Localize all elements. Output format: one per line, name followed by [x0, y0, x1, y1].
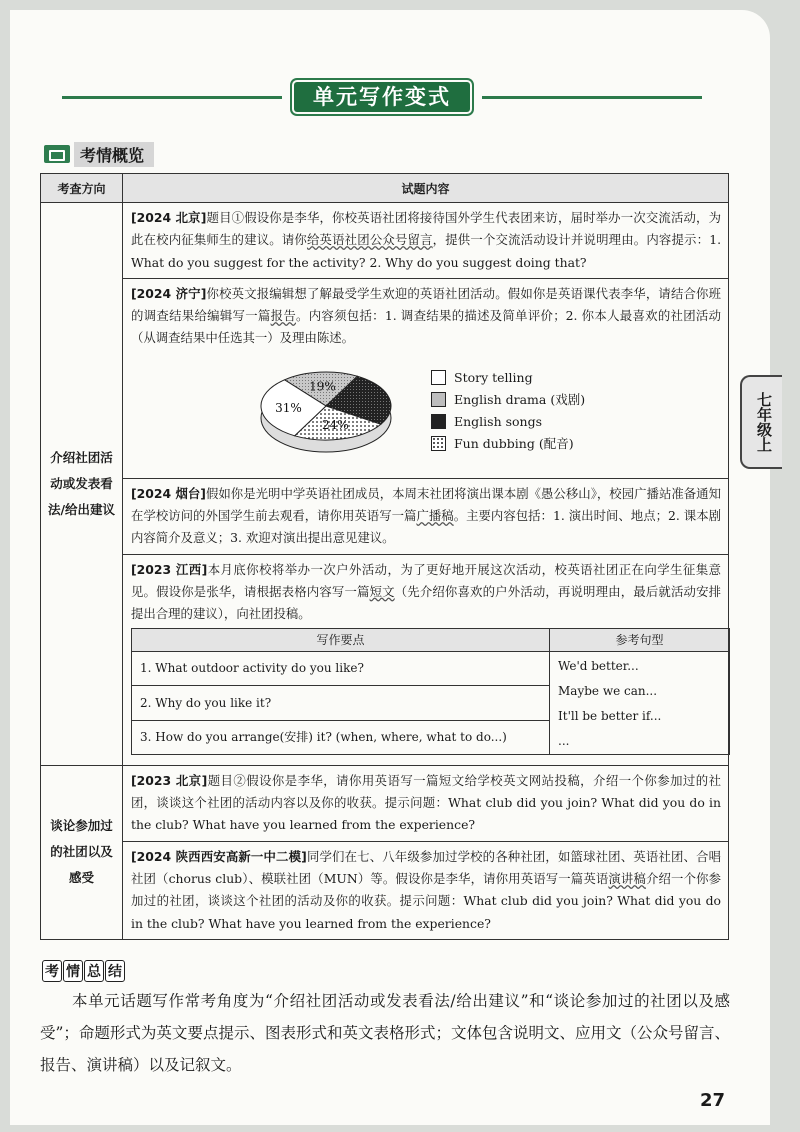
banner-line-left	[62, 96, 282, 99]
legend-label: English drama (戏剧)	[454, 391, 586, 407]
category-1-questions	[123, 203, 729, 766]
question-tag: [2024 陕西西安高新一中二模]	[131, 848, 307, 864]
writing-points-table	[131, 628, 730, 755]
question-3	[123, 478, 728, 554]
section-header	[44, 143, 154, 165]
header-content: 试题内容	[123, 174, 729, 203]
ref-sentence: ...	[558, 733, 570, 748]
swatch-icon	[431, 414, 446, 429]
point-row: 1. What outdoor activity do you like?	[132, 651, 550, 685]
summary-tag-char: 情	[63, 960, 83, 982]
pie-label: 24%	[322, 417, 349, 432]
exam-table	[40, 173, 729, 940]
legend-label: Fun dubbing (配音)	[454, 435, 574, 451]
question-text: 介绍一个你参加过的社团，谈谈这个社团的活动及你的收获。提示问题：What club did you join? What did you do in the club? What have you learned from the experience?	[131, 871, 722, 931]
board-icon	[44, 145, 70, 163]
ref-sentence: Maybe we can...	[558, 683, 658, 698]
summary-text: 本单元话题写作常考角度为“介绍社团活动或发表看法/给出建议”和“谈论参加过的社团以及感受”；命题形式为英文要点提示、图表形式和英文表格形式；文体包含说明文、应用文（公众号留言、报告、演讲稿）以及记叙文。	[40, 992, 730, 1074]
question-keyword: 短文	[369, 583, 395, 599]
question-tag: [2024 烟台]	[131, 485, 206, 501]
question-4	[123, 554, 728, 765]
question-tag: [2023 北京]	[131, 772, 208, 788]
question-keyword: 广播稿	[416, 508, 454, 524]
summary-tag-char: 考	[42, 960, 62, 982]
legend-label: English songs	[454, 413, 543, 429]
question-text: 题目①假设你是李华，你校英语社团将接待国外学生代表团来访，届时举办一次交流活动，为此在校内征集师生的建议。请你	[131, 210, 721, 248]
point-row: 2. Why do you like it?	[132, 686, 550, 720]
question-5	[123, 766, 728, 841]
point-row: 3. How do you arrange(安排) it? (when, where, what to do...)	[132, 720, 550, 754]
legend-item	[431, 433, 585, 455]
legend-item	[431, 411, 585, 433]
legend-item	[431, 367, 585, 389]
question-text: 。主要内容包括：1. 演出时间、地点；2. 课本剧内容简介及意义；3. 欢迎对演出提出意见建议。	[131, 508, 722, 546]
question-text: 题目②假设你是李华，请你用英语写一篇短文给学校英文网站投稿，介绍一个你参加过的社团，谈谈这个社团的活动内容以及你的收获。提示问题：What club did you join? What did you do in the club? What have you learned from the experience?	[131, 772, 721, 833]
question-text: 同学们在七、八年级参加过学校的各种社团，如篮球社团、英语社团、合唱社团（chorus club）、模联社团（MUN）等。假设你是李华，请你用英语写一篇英语	[131, 848, 721, 887]
pie-label: 19%	[309, 379, 336, 394]
pie-chart-block	[131, 350, 721, 474]
question-1	[123, 203, 728, 278]
banner-line-right	[482, 96, 702, 99]
page-number: 27	[700, 1090, 726, 1111]
summary-tag-char: 总	[84, 960, 104, 982]
summary-tag	[42, 960, 126, 982]
question-6	[123, 841, 728, 939]
reference-sentences	[550, 651, 730, 754]
header-direction: 考查方向	[41, 174, 123, 203]
question-text: 本月底你校将举办一次户外活动，为了更好地开展这次活动，校英语社团正在向学生征集意见。假设你是张华，请根据表格内容写一篇	[131, 561, 721, 599]
pie-label: 31%	[275, 400, 302, 415]
category-2: 谈论参加过的社团以及感受	[41, 765, 123, 939]
question-text: 。内容须包括：1. 调查结果的描述及简单评价；2. 你本人最喜欢的社团活动（从调查结果中任选其一）及理由陈述。	[131, 308, 722, 346]
swatch-icon	[431, 392, 446, 407]
ref-sentence: It'll be better if...	[558, 708, 662, 723]
question-2	[123, 278, 728, 478]
summary-tag-char: 结	[105, 960, 125, 982]
question-keyword: 给英语社团公众号留言	[306, 232, 433, 248]
pie-chart	[251, 356, 401, 466]
refs-header: 参考句型	[550, 628, 730, 651]
legend-label: Story telling	[454, 369, 533, 385]
legend-item	[431, 389, 585, 411]
points-header: 写作要点	[132, 628, 550, 651]
category-1: 介绍社团活动或发表看法/给出建议	[41, 203, 123, 766]
question-text: （先介绍你喜欢的户外活动，再说明理由，最后就活动安排提出合理的建议），向社团投稿。	[131, 583, 722, 622]
section-title: 考情概览	[74, 142, 154, 167]
question-tag: [2024 济宁]	[131, 285, 207, 301]
question-text: ，提供一个交流活动设计并说明理由。内容提示：1. What do you suggest for the activity? 2. Why do you suggest doing that?	[131, 232, 722, 270]
question-tag: [2023 江西]	[131, 561, 208, 577]
grade-side-tab: 七年级上	[740, 375, 782, 469]
category-2-questions	[123, 765, 729, 939]
question-text: 你校英文报编辑想了解最受学生欢迎的英语社团活动。假如你是英语课代表李华，请结合你班的调查结果给编辑写一篇	[131, 285, 721, 324]
banner-title: 单元写作变式	[294, 82, 470, 112]
question-tag: [2024 北京]	[131, 210, 207, 225]
swatch-icon	[431, 370, 446, 385]
question-text: 假如你是光明中学英语社团成员，本周末社团将演出课本剧《愚公移山》，校园广播站准备通知在学校访问的外国学生前去观看，请你用英语写一篇	[131, 485, 721, 524]
question-keyword: 演讲稿	[608, 871, 646, 887]
swatch-icon	[431, 436, 446, 451]
question-keyword: 报告	[270, 308, 297, 324]
pie-legend	[431, 367, 585, 455]
unit-banner	[62, 82, 702, 112]
ref-sentence: We'd better...	[558, 658, 639, 673]
